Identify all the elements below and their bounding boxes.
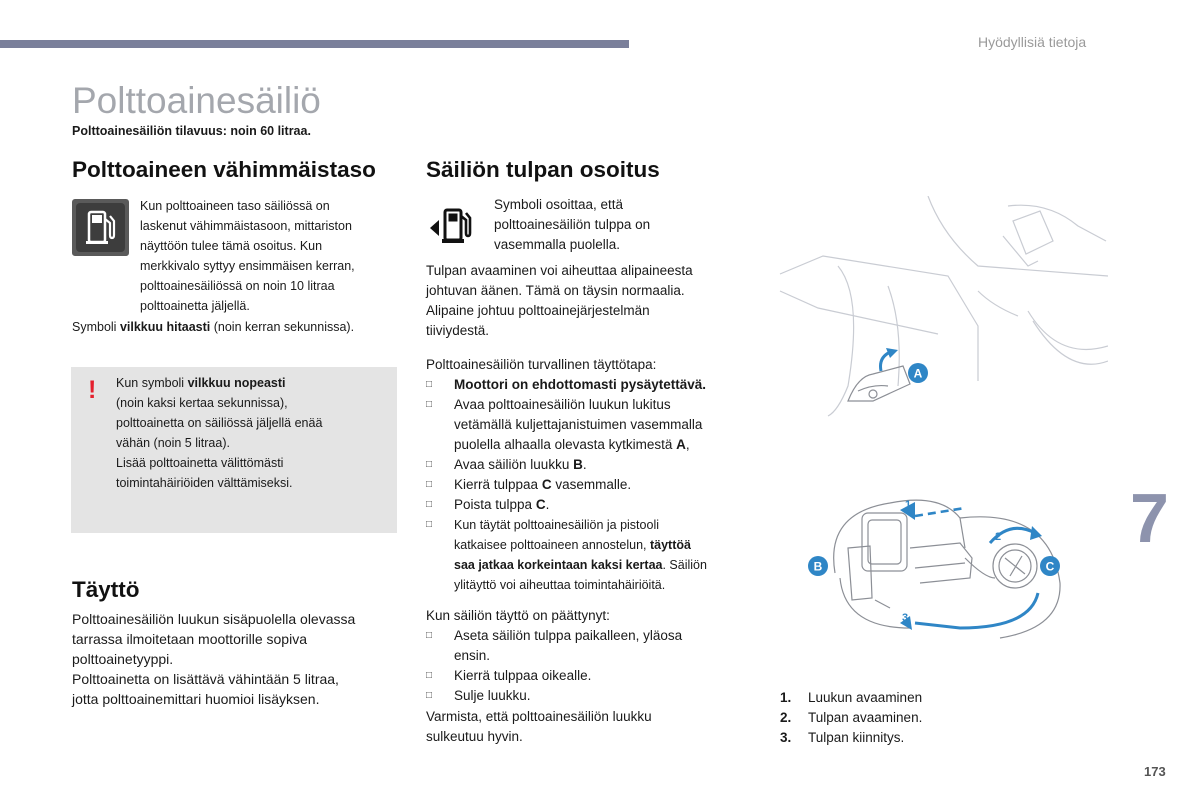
bullet-icon: □ [426, 690, 433, 701]
bullet-icon: □ [426, 399, 433, 410]
fuel-pump-warning-icon [72, 199, 129, 256]
min-level-heading: Polttoaineen vähimmäistaso [72, 157, 376, 182]
page-number: 173 [1144, 764, 1166, 779]
procedure-step: ylitäyttö voi aiheuttaa toimintahäiriöitä. [454, 578, 666, 592]
header-bar [0, 40, 629, 48]
page-title: Polttoainesäiliö [72, 80, 321, 121]
legend-item: 1. Luukun avaaminen [780, 690, 923, 705]
procedure-step: □ Kun täytät polttoainesäiliön ja pistooli [426, 515, 659, 535]
fuel-flap-release-illustration [778, 196, 1108, 426]
refill-text: Polttoainesäiliön luukun sisäpuolella olevassa tarrassa ilmoitetaan moottorille sopiva polttoainetyyppi. Polttoainetta on lisättävä vähintään 5 litraa, jotta polttoainemittari huomioi lisäyksen. [72, 611, 356, 707]
warning-text: Kun symboli vilkkuu nopeasti (noin kaksi kertaa sekunnissa), polttoainetta on säiliössä jäljellä enää vähän (noin 5 litraa). Lisää polttoainetta välittömästi toimintahäiriöiden välttämiseksi. [116, 376, 323, 490]
bullet-icon: □ [426, 670, 433, 681]
procedure-step: □ Avaa säiliön luukku B. [426, 455, 587, 475]
label-a: A [913, 366, 923, 381]
procedure-step: saa jatkaa korkeintaan kaksi kertaa. Säiliön [454, 558, 707, 572]
bullet-icon: □ [426, 499, 433, 510]
step-2-label: 2 [995, 531, 1002, 543]
procedure-step: vetämällä kuljettajanistuimen vasemmalla [454, 417, 703, 432]
procedure-step: □ Moottori on ehdottomasti pysäytettävä. [426, 375, 706, 395]
warning-icon: ! [88, 376, 97, 404]
closing-note: Varmista, että polttoainesäiliön luukku sulkeutuu hyvin. [426, 709, 652, 744]
bullet-icon: □ [426, 379, 433, 390]
fuel-cap-left-icon [428, 205, 478, 254]
legend-item: 3. Tulpan kiinnitys. [780, 730, 905, 745]
after-title: Kun säiliön täyttö on päättynyt: [426, 608, 610, 623]
procedure-step: puolella alhaalla olevasta kytkimestä A, [454, 437, 690, 452]
refill-heading: Täyttö [72, 577, 140, 602]
bullet-icon: □ [426, 630, 433, 641]
bullet-icon: □ [426, 519, 433, 530]
label-b: B [813, 559, 823, 574]
procedure-step: □ Poista tulppa C. [426, 495, 549, 515]
cap-symbol-text: Symboli osoittaa, että polttoainesäiliön tulppa on vasemmalla puolella. [494, 197, 651, 252]
procedure-step: ensin. [454, 648, 491, 663]
legend-item: 2. Tulpan avaaminen. [780, 710, 923, 725]
procedure-step: □ Avaa polttoainesäiliön luukun lukitus [426, 395, 671, 415]
procedure-step: □ Aseta säiliön tulppa paikalleen, yläosa [426, 626, 682, 646]
section-label: Hyödyllisiä tietoja [978, 34, 1087, 50]
step-3-label: 3 [902, 612, 909, 624]
procedure-step: □ Kierrä tulppaa C vasemmalle. [426, 475, 631, 495]
cap-indicator-heading: Säiliön tulpan osoitus [426, 157, 660, 182]
vacuum-note: Tulpan avaaminen voi aiheuttaa alipaineesta johtuvan äänen. Tämä on täysin normaalia. Alipaine johtuu polttoainejärjestelmän tiiviydestä. [426, 263, 693, 338]
fuel-cap-illustration [800, 488, 1070, 658]
capacity-note: Polttoainesäiliön tilavuus: noin 60 litraa. [72, 124, 311, 138]
step-1-label: 1 [905, 499, 912, 511]
label-c: C [1045, 559, 1055, 574]
procedure-step: □ Kierrä tulppaa oikealle. [426, 666, 591, 686]
min-level-text: Kun polttoaineen taso säiliössä on laskenut vähimmäistasoon, mittariston näyttöön tulee tämä osoitus. Kun merkkivalo syttyy ensimmäisen kerran, polttoainesäiliössä on noin 10 litraa polttoainetta jäljellä. [140, 199, 355, 313]
procedure-step: □ Sulje luukku. [426, 686, 531, 706]
procedure-title: Polttoainesäiliön turvallinen täyttötapa: [426, 357, 657, 372]
chapter-number: 7 [1130, 479, 1169, 557]
bullet-icon: □ [426, 459, 433, 470]
bullet-icon: □ [426, 479, 433, 490]
procedure-step: katkaisee polttoaineen annostelun, täyttöä [454, 538, 691, 552]
slow-blink-note: Symboli vilkkuu hitaasti (noin kerran sekunnissa). [72, 320, 355, 334]
